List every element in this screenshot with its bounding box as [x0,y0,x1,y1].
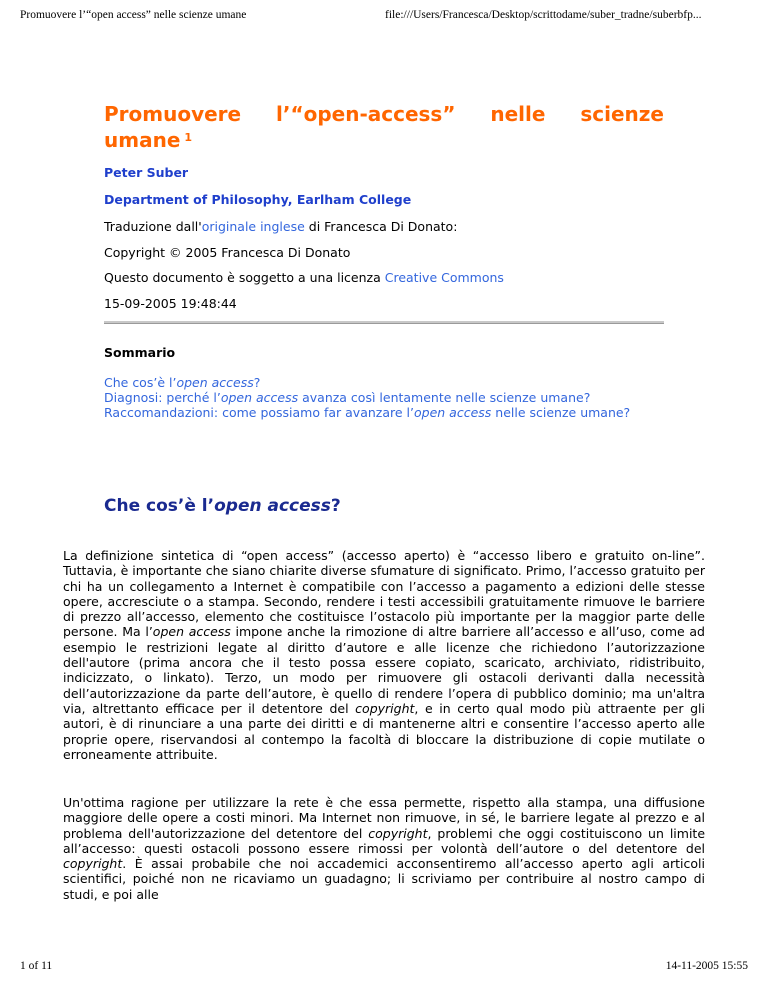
emphasis: copyright [368,825,428,841]
department: Department of Philosophy, Earlham College [104,192,412,207]
emphasis: copyright [355,700,415,716]
emphasis: open access [152,624,231,640]
table-of-contents [104,375,684,420]
page-number: 1 of 11 [20,960,53,972]
toc-title: Sommario [104,345,176,360]
translation-prefix: Traduzione dall' [104,219,202,234]
creative-commons-link[interactable]: Creative Commons [384,270,504,285]
toc-item[interactable]: Raccomandazioni: come possiamo far avanzare l’open access nelle scienze umane? [104,405,631,420]
title-line-2 [104,127,664,153]
title-line-1 [104,101,664,127]
title-word: nelle [490,102,546,126]
title-word: l’“open-access” [276,102,456,126]
license-prefix: Questo documento è soggetto a una licenza [104,270,385,285]
license-line [104,270,504,285]
paragraph-1: La definizione sintetica di “open access” (accesso aperto) è “accesso libero e gratuito on-line”. Tuttavia, è importante che siano chiarite diverse sfumature di significato. Primo, l’accesso gratuito per chi ha un collegamento a Internet è compatibile con l’accesso a pagamento a edizioni delle stesse opere, accresciute o a stampa. Secondo, rendere i testi accessibili gratuitamente rimuove le barriere di prezzo all’accesso, elemento che costituisce l’ostacolo più importante per la maggior parte delle persone. Ma l’open access impone anche la rimozione di altre barriere all’accesso e all’uso, come ad esempio le restrizioni legate al diritto d’autore e alle licenze che richiedono l’autorizzazione dell'autore (prima ancora che il testo possa essere copiato, scaricato, archiviato, ridistribuito, indicizzato, o linkato). Terzo, un modo per rimuovere gli ostacoli derivanti dalla necessità dell’autorizzazione da parte dell’autore, è quello di rendere l’opera di pubblico dominio; ma un'altra via, altrettanto efficace per il detentore del copyright, e in certo qual modo più attraente per gli autori, è di rinunciare a una parte dei diritti e di mantenerne altri e consentire l’accesso aperto alle proprie opere, riservandosi al contempo la facoltà di bloccare la distribuzione di copie mutilate o erroneamente attribuite. [63,548,705,762]
document-date: 15-09-2005 19:48:44 [104,296,237,311]
print-header-title: Promuovere l’“open access” nelle scienze umane [20,9,247,21]
print-header-url: file:///Users/Francesca/Desktop/scrittodame/suber_tradne/suberbfp... [385,9,702,21]
paragraph-2: Un'ottima ragione per utilizzare la rete è che essa permette, rispetto alla stampa, una diffusione maggiore delle opere a costi minori. Ma Internet non rimuove, in sé, le barriere legate al prezzo e al problema dell'autorizzazione del detentore del copyright, problemi che oggi costituiscono un limite all’accesso: questi ostacoli possono essere rimossi per volontà dell’autore o del detentore del copyright. È assai probabile che noi accademici acconsentiremo all’accesso aperto agli articoli scientifici, poiché non ne ricaviamo un guadagno; li scriviamo per contribuire al nostro campo di studi, e poi alle [63,795,706,902]
copyright-line: Copyright © 2005 Francesca Di Donato [104,245,351,260]
title-word: umane [104,128,181,152]
original-link[interactable]: originale inglese [201,219,305,234]
translation-suffix: di Francesca Di Donato: [304,219,458,234]
page-title [104,101,664,153]
divider [104,321,664,324]
toc-item[interactable]: Che cos’è l’open access? [104,375,261,390]
footnote-link[interactable]: 1 [184,131,193,144]
emphasis: copyright [63,856,123,872]
title-word: Promuovere [104,102,242,126]
print-datetime: 14-11-2005 15:55 [665,960,748,972]
title-word: scienze [580,102,664,126]
print-footer [0,960,768,978]
print-header [0,9,768,27]
translation-line [104,219,457,234]
section-heading: Che cos’è l’open access? [104,496,341,516]
toc-item[interactable]: Diagnosi: perché l’open access avanza così lentamente nelle scienze umane? [104,390,591,405]
author: Peter Suber [104,165,189,180]
